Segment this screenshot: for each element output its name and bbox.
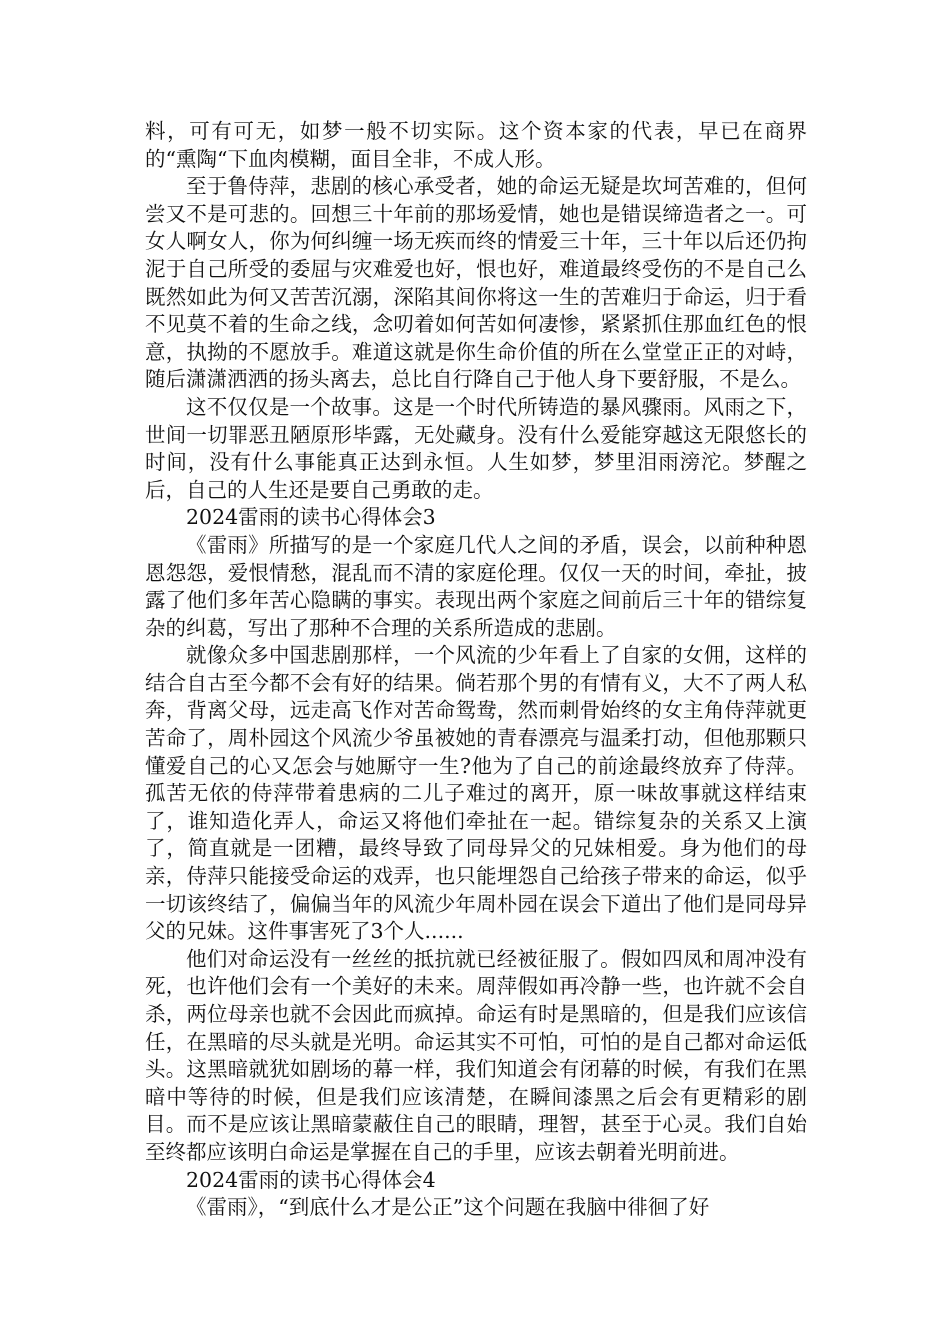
paragraph-tragedy-story: 就像众多中国悲剧那样，一个风流的少年看上了自家的女佣，这样的结合自古至今都不会有好的结果。倘若那个男的有情有义，大不了两人私奔，背离父母，远走高飞作对苦命鸳鸯，然而刺骨始终的女主角侍萍就更苦命了，周朴园这个风流少爷虽被她的青春漂亮与温柔打动，但他那颗只懂爱自己的心又怎会与她厮守一生?他为了自己的前途最终放弃了侍萍。孤苦无依的侍萍带着患病的二儿子难过的离开，原一味故事就这样结束了，谁知造化弄人，命运又将他们牵扯在一起。错综复杂的关系又上演了，简直就是一团糟，最终导致了同母异父的兄妹相爱。身为他们的母亲，侍萍只能接受命运的戏弄，也只能埋怨自己给孩子带来的命运，似乎一切该终结了，偏偏当年的风流少年周朴园在误会下道出了他们是同母异父的兄妹。这件事害死了3个人...... (145, 643, 807, 944)
paragraph-not-just-a-story: 这不仅仅是一个故事。这是一个时代所铸造的暴风骤雨。风雨之下，世间一切罪恶丑陋原形毕露，无处藏身。没有什么爱能穿越这无限悠长的时间，没有什么事能真正达到永恒。人生如梦，梦里泪雨滂沱。梦醒之后，自己的人生还是要自己勇敢的走。 (145, 394, 807, 502)
section-heading-3: 2024雷雨的读书心得体会3 (186, 505, 436, 530)
paragraph-justice-question: 《雷雨》，“到底什么才是公正”这个问题在我脑中徘徊了好 (186, 1195, 710, 1220)
section-heading-4: 2024雷雨的读书心得体会4 (186, 1167, 436, 1192)
paragraph-thunderstorm-summary: 《雷雨》所描写的是一个家庭几代人之间的矛盾，误会，以前种种恩恩怨怨，爱恨情愁，混乱而不清的家庭伦理。仅仅一天的时间，牵扯，披露了他们多年苦心隐瞒的事实。表现出两个家庭之间前后三十年的错综复杂的纠葛，写出了那种不合理的关系所造成的悲剧。 (145, 532, 807, 640)
paragraph-fate: 他们对命运没有一丝丝的抵抗就已经被征服了。假如四凤和周冲没有死，也许他们会有一个美好的未来。周萍假如再冷静一些，也许就不会自杀，两位母亲也就不会因此而疯掉。命运有时是黑暗的，但是我们应该信任，在黑暗的尽头就是光明。命运其实不可怕，可怕的是自己都对命运低头。这黑暗就犹如剧场的幕一样，我们知道会有闭幕的时候，有我们在黑暗中等待的时候，但是我们应该清楚，在瞬间漆黑之后会有更精彩的剧目。而不是应该让黑暗蒙蔽住自己的眼睛，理智，甚至于心灵。我们自始至终都应该明白命运是掌握在自己的手里，应该去朝着光明前进。 (145, 946, 807, 1164)
document-page (145, 118, 807, 1222)
paragraph-continuation: 料，可有可无，如梦一般不切实际。这个资本家的代表，早已在商界的“熏陶“下血肉模糊，面目全非，不成人形。 (145, 119, 807, 171)
paragraph-lu-shiping: 至于鲁侍萍，悲剧的核心承受者，她的命运无疑是坎坷苦难的，但何尝又不是可悲的。回想三十年前的那场爱情，她也是错误缔造者之一。可女人啊女人，你为何纠缠一场无疾而终的情爱三十年，三十年以后还仍拘泥于自己所受的委屈与灾难爱也好，恨也好，难道最终受伤的不是自己么既然如此为何又苦苦沉溺，深陷其间你将这一生的苦难归于命运，归于看不见莫不着的生命之线，念叨着如何苦如何凄惨，紧紧抓住那血红色的恨意，执拗的不愿放手。难道这就是你生命价值的所在么堂堂正正的对峙，随后潇潇洒洒的扬头离去，总比自行降自己于他人身下要舒服，不是么。 (145, 174, 807, 392)
